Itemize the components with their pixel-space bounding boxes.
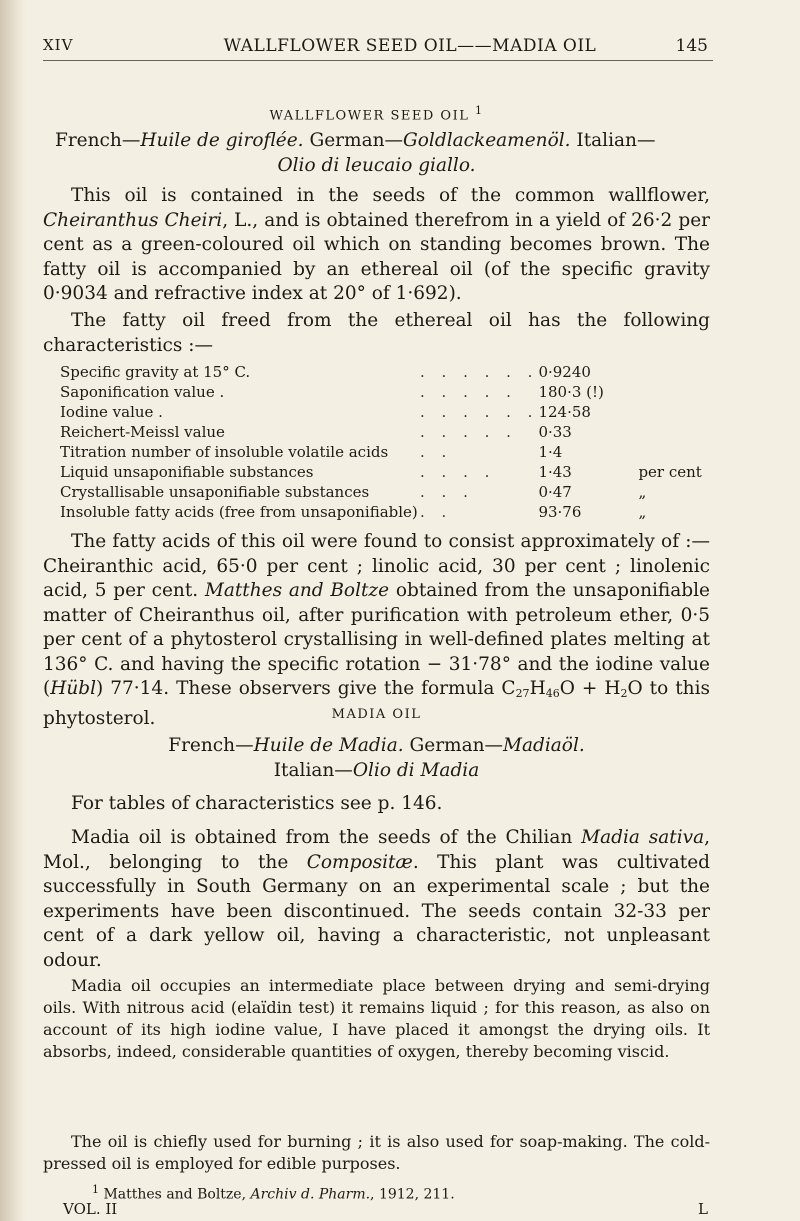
characteristic-row [60,442,702,462]
characteristic-value: 0·47 [538,483,572,501]
characteristic-row [60,482,702,502]
characteristic-value: 93·76 [538,503,582,521]
header-rule [43,60,713,61]
characteristic-unit [638,362,701,382]
characteristic-row [60,502,702,522]
leader-dots: . . . . . . [420,363,539,381]
wallflower-paragraph-3: The fatty acids of this oil were found to consist approximately of :— Cheiranthic acid, 65·0 per cent ; linolic acid, 30 per cent ; linolenic acid, 5 per cent. Matthes and Boltze obtained from the unsaponifiable matter of Cheiranthus oil, after purification with petroleum ether, 0·5 per cent of a phytosterol crystallising in well-defined plates melting at 136° C. and having the specific rotation − 31·78° and the iodine value (Hübl) 77·14. These observers give the formula $C_{27}H_{46}O + H_2O$ to this phytosterol. [43,531,710,729]
characteristic-unit: „ [638,483,647,501]
leader-dots: . . . . . [420,423,517,441]
characteristic-value: 0·33 [538,423,572,441]
leader-dots: . . [420,503,453,521]
leader-dots: . . [420,443,453,461]
madia-names: French—Huile de Madia. German—Madiaöl. Italian—Olio di Madia [168,735,585,781]
wallflower-heading: WALLFLOWER SEED OIL $^1$ [269,104,484,124]
leader-dots: . . . . . . [420,403,539,421]
signature-letter: L [698,1200,708,1218]
characteristic-label: Titration number of insoluble volatile acids [60,443,389,461]
footnote-marker: 1 [474,104,484,117]
characteristic-value: 1·43 [538,463,572,481]
chapter-number: XIV [43,36,74,54]
characteristic-row [60,402,702,422]
page-gutter-shadow [0,0,26,1221]
characteristic-label: Saponification value . [60,383,225,401]
characteristic-label: Insoluble fatty acids (free from unsaponifiable) [60,503,418,521]
leader-dots: . . . . [420,463,496,481]
characteristic-row [60,382,702,402]
characteristic-unit [638,382,701,402]
characteristic-row [60,362,702,382]
madia-paragraph-3: The oil is chiefly used for burning ; it is also used for soap-making. The cold-pressed oil is employed for edible purposes. [43,1132,710,1173]
madia-tables-reference: For tables of characteristics see p. 146. [71,793,443,814]
characteristic-label: Reichert-Meissl value [60,423,225,441]
characteristics-table [60,362,727,522]
characteristic-label: Iodine value . [60,403,163,421]
wallflower-names: French—Huile de giroflée. German—Goldlackeamenöl. Italian— Olio di leucaio giallo. [55,130,656,176]
running-head [0,36,800,58]
leader-dots: . . . [420,483,474,501]
madia-heading: MADIA OIL [331,707,422,722]
characteristic-unit [638,442,701,462]
page-number: 145 [675,36,708,56]
madia-paragraph-2: Madia oil occupies an intermediate place between drying and semi-drying oils. With nitrous acid (elaïdin test) it remains liquid ; for this reason, as also on account of its high iodine value, I have placed it amongst the drying oils. It absorbs, indeed, considerable quantities of oxygen, thereby becoming viscid. [43,976,710,1061]
characteristic-unit: per cent [638,463,702,481]
characteristic-unit: „ [638,503,647,521]
volume-signature: VOL. II [63,1200,118,1218]
characteristic-label: Crystallisable unsaponifiable substances [60,483,370,501]
running-title: WALLFLOWER SEED OIL——MADIA OIL [223,36,597,56]
characteristic-row [60,422,702,442]
leader-dots: . . . . . [420,383,517,401]
characteristic-value: 180·3 (!) [538,383,604,401]
characteristic-value: 124·58 [538,403,591,421]
characteristic-row [60,462,702,482]
wallflower-paragraph-2: The fatty oil freed from the ethereal oil has the following characteristics :— [43,310,710,356]
wallflower-paragraph-1: This oil is contained in the seeds of the common wallflower, Cheiranthus Cheiri, L., and is obtained therefrom in a yield of 26·2 per cent as a green-coloured oil which on standing becomes brown. The fatty oil is accompanied by an ethereal oil (of the specific gravity 0·9034 and refractive index at 20° of 1·692). [43,185,710,304]
characteristic-value: 1·4 [538,443,563,461]
characteristic-unit [638,422,701,442]
madia-paragraph-1: Madia oil is obtained from the seeds of the Chilian Madia sativa, Mol., belonging to the Compositæ. This plant was cultivated successfully in South Germany on an experimental scale ; but the experiments have been discontinued. The seeds contain 32-33 per cent of a dark yellow oil, having a characteristic, not unpleasant odour. [43,827,710,971]
footnote: $^1$ Matthes and Boltze, Archiv d. Pharm., 1912, 211. [92,1183,455,1203]
characteristic-label: Specific gravity at 15° C. [60,363,251,381]
characteristic-unit [638,402,701,422]
characteristic-label: Liquid unsaponifiable substances [60,463,314,481]
characteristic-value: 0·9240 [538,363,591,381]
